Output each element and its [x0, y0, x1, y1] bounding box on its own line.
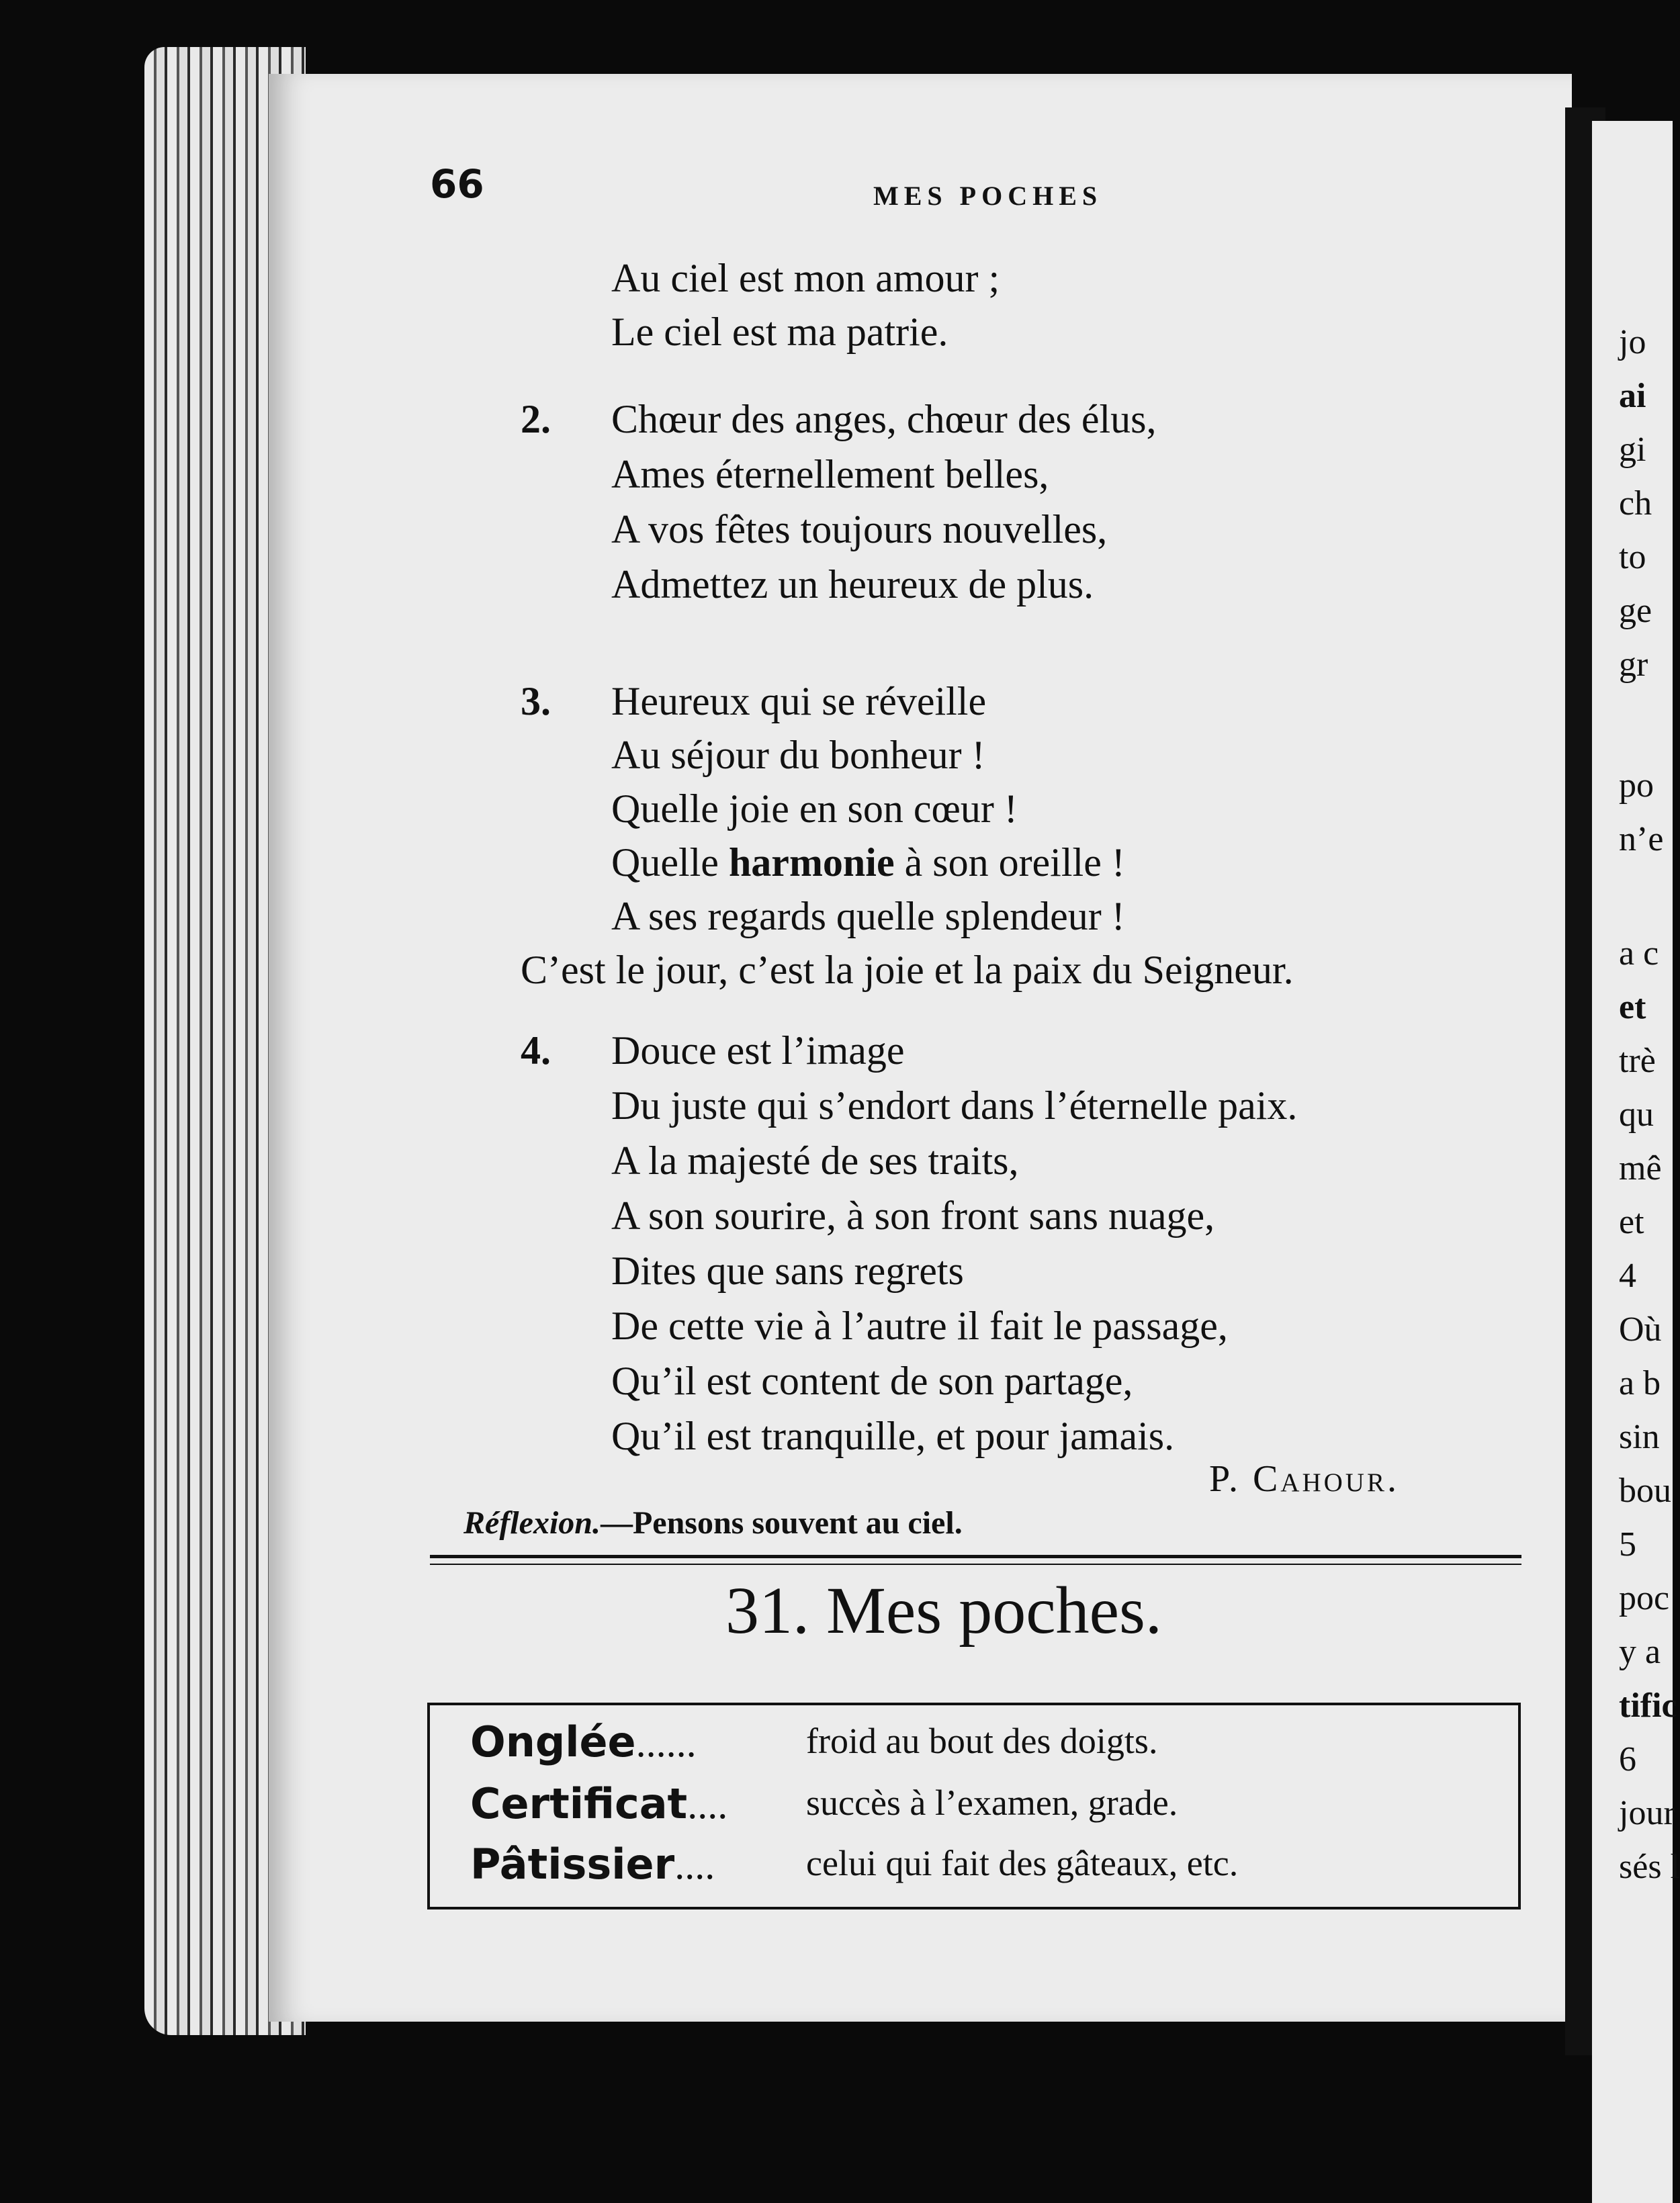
poem-line: Qu’il est content de son partage,	[611, 1359, 1133, 1403]
facing-fragment: jo	[1619, 323, 1646, 361]
stanza-number: 2.	[521, 397, 551, 441]
facing-fragment: gr	[1619, 645, 1648, 684]
vocabulary-leader: ....	[674, 1843, 715, 1887]
facing-fragment: Où	[1619, 1310, 1662, 1349]
facing-fragment: y a	[1619, 1633, 1661, 1671]
facing-page	[1592, 121, 1680, 2203]
vocabulary-leader: ......	[635, 1721, 697, 1765]
facing-fragment: trè	[1619, 1042, 1656, 1080]
facing-fragment: po	[1619, 766, 1654, 805]
vocabulary-term: Certificat	[470, 1779, 688, 1828]
facing-fragment: et	[1619, 988, 1646, 1026]
running-head: MES POCHES	[873, 181, 1103, 211]
facing-fragment: 4	[1619, 1257, 1636, 1295]
poem-author: P. Cahour.	[1209, 1458, 1399, 1500]
reflexion-note	[463, 1504, 963, 1541]
facing-fragment: ai	[1619, 377, 1646, 415]
facing-fragment: ch	[1619, 484, 1652, 523]
poem-line	[611, 840, 1125, 886]
facing-fragment: mê	[1619, 1149, 1662, 1187]
vocabulary-entry	[470, 1779, 1178, 1828]
reflexion-text: —Pensons souvent au ciel.	[600, 1505, 963, 1541]
facing-fragment: tific	[1619, 1687, 1677, 1725]
facing-fragment: a c	[1619, 934, 1659, 973]
poem-line-text: à son oreille !	[904, 840, 1125, 885]
vocabulary-definition: succès à l’examen, grade.	[806, 1783, 1178, 1823]
page-number: 66	[430, 161, 484, 207]
facing-fragment: 5	[1619, 1525, 1636, 1564]
facing-fragment: sés l	[1619, 1848, 1680, 1886]
reflexion-label: Réflexion.	[463, 1505, 601, 1541]
poem-line: A son sourire, à son front sans nuage,	[611, 1194, 1215, 1238]
poem-line: Heureux qui se réveille	[611, 679, 987, 723]
poem-line: Dites que sans regrets	[611, 1249, 964, 1293]
facing-fragment: et	[1619, 1203, 1644, 1241]
stanza-number: 4.	[521, 1028, 551, 1073]
poem-line: Au séjour du bonheur !	[611, 733, 985, 777]
poem-line: Quelle joie en son cœur !	[611, 786, 1018, 831]
facing-fragment: 6	[1619, 1740, 1636, 1779]
poem-line: Chœur des anges, chœur des élus,	[611, 397, 1157, 441]
vocabulary-entry	[470, 1840, 1239, 1889]
facing-fragment: jour	[1619, 1794, 1675, 1832]
vocabulary-definition: froid au bout des doigts.	[806, 1721, 1158, 1761]
section-rule	[430, 1564, 1521, 1565]
section-rule	[430, 1555, 1521, 1558]
poem-line: A la majesté de ses traits,	[611, 1138, 1019, 1183]
vocabulary-entry	[470, 1717, 1158, 1766]
poem-line: De cette vie à l’autre il fait le passage,	[611, 1304, 1228, 1348]
vocabulary-box	[427, 1703, 1521, 1909]
vocabulary-leader: ....	[687, 1783, 728, 1827]
poem-line: Le ciel est ma patrie.	[611, 310, 948, 354]
poem-line: A vos fêtes toujours nouvelles,	[611, 507, 1108, 551]
facing-fragment: qu	[1619, 1095, 1654, 1134]
poem-line: Admettez un heureux de plus.	[611, 562, 1094, 606]
vocabulary-term: Onglée	[470, 1717, 636, 1766]
poem-line: Qu’il est tranquille, et pour jamais.	[611, 1414, 1175, 1458]
poem-line: Du juste qui s’endort dans l’éternelle paix.	[611, 1083, 1298, 1128]
stanza-number: 3.	[521, 679, 551, 723]
chapter-title: 31. Mes poches.	[725, 1573, 1162, 1648]
emphasized-word: harmonie	[728, 840, 895, 885]
vocabulary-definition: celui qui fait des gâteaux, etc.	[806, 1843, 1239, 1883]
facing-fragment: to	[1619, 538, 1646, 576]
facing-fragment: poc	[1619, 1579, 1670, 1617]
poem-line: Douce est l’image	[611, 1028, 905, 1073]
facing-fragment: a b	[1619, 1364, 1661, 1402]
facing-fragment: bou	[1619, 1472, 1671, 1510]
poem-line: Au ciel est mon amour ;	[611, 256, 1000, 300]
poem-line: A ses regards quelle splendeur !	[611, 894, 1125, 938]
poem-line: Ames éternellement belles,	[611, 452, 1049, 496]
poem-line-text: Quelle	[611, 840, 719, 885]
poem-line: C’est le jour, c’est la joie et la paix du Seigneur.	[521, 948, 1294, 992]
facing-fragment: sin	[1619, 1418, 1660, 1456]
vocabulary-term: Pâtissier	[470, 1840, 675, 1889]
facing-fragment: gi	[1619, 431, 1646, 469]
facing-fragment: ge	[1619, 592, 1652, 630]
facing-fragment: n’e	[1619, 820, 1664, 858]
